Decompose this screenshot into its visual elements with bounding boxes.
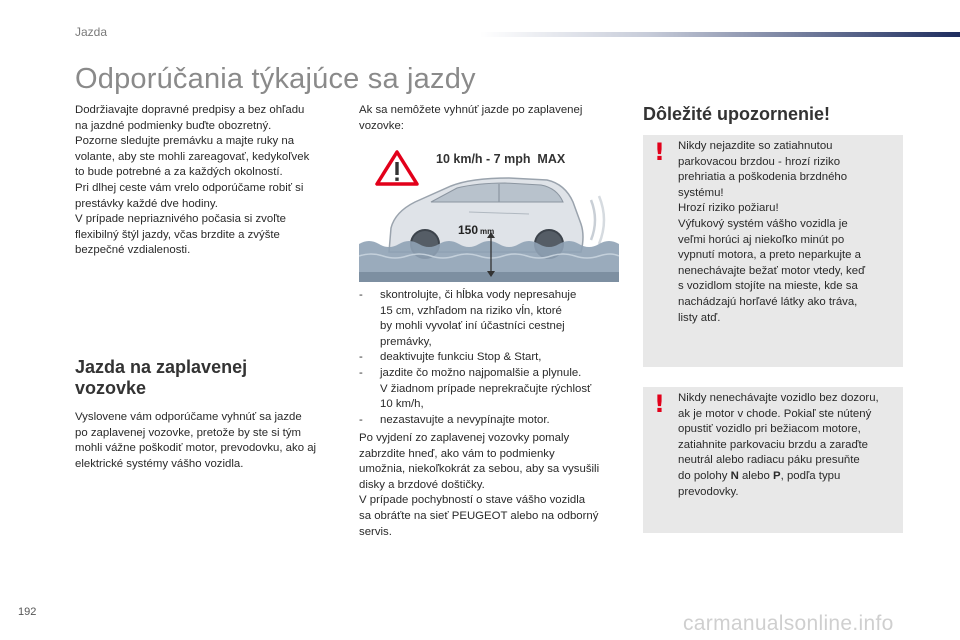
- text-line: Ak sa nemôžete vyhnúť jazde po zaplavenej: [359, 104, 583, 116]
- text-line: po zaplavenej vozovke, pretože by ste si tým: [75, 426, 302, 439]
- bullet-dash: -: [359, 289, 363, 301]
- text-line: zabrzdite hneď, ako vám to podmienky: [359, 447, 555, 460]
- bullet-dash: -: [359, 351, 363, 364]
- text-line: servis.: [359, 525, 392, 538]
- text-line: nachádzajú horľavé látky ako tráva,: [678, 295, 858, 308]
- warning-note-parking-brake-text: [678, 139, 865, 326]
- gear-p: P: [773, 469, 781, 482]
- text-line: vozovke:: [359, 119, 404, 132]
- text-line: prehriatia a poškodenia brzdného: [678, 171, 848, 184]
- flood-intro-paragraph: [359, 103, 582, 134]
- bullet-line: [359, 288, 591, 304]
- bullet-line: by mohli vyvolať iní účastníci cestnej: [380, 320, 565, 333]
- text-line: Nikdy nenechávajte vozidlo bez dozoru,: [678, 392, 879, 404]
- warning-note-parking-brake: [643, 135, 903, 367]
- header-bar: [480, 32, 960, 37]
- text-line: systému!: [678, 186, 724, 199]
- text-line: Výfukový systém vášho vozidla je: [678, 217, 848, 230]
- flooded-road-paragraph: [75, 410, 316, 472]
- text-line: Hrozí riziko požiaru!: [678, 202, 779, 215]
- watermark: carmanualsonline.info: [683, 612, 894, 635]
- depth-unit: mm: [480, 227, 495, 236]
- text-line: Pri dlhej ceste vám vrelo odporúčame robiť si: [75, 181, 304, 194]
- flooded-car-illustration: [359, 140, 619, 282]
- page-title: Odporúčania týkajúce sa jazdy: [75, 63, 476, 95]
- text-line: sa obráťte na sieť PEUGEOT alebo na odborný: [359, 509, 599, 522]
- text-line: vypnutí motora, a preto neparkujte a: [678, 249, 861, 262]
- text-line: V prípade pochybností o stave vášho vozidla: [359, 494, 586, 507]
- warnings-heading: Dôležité upozornenie!: [643, 104, 831, 124]
- text-line: Dodržiavajte dopravné predpisy a bez ohľadu: [75, 104, 305, 116]
- bullet-line: premávky,: [380, 335, 432, 348]
- warning-note-unattended-text: [678, 391, 879, 500]
- bullet-text: jazdite čo možno najpomalšie a plynule.: [380, 366, 582, 379]
- text-line: Po vyjdení zo zaplavenej vozovky pomaly: [359, 432, 570, 444]
- text-line: Vyslovene vám odporúčame vyhnúť sa jazde: [75, 411, 302, 423]
- text-line: na jazdné podmienky buďte obozretný.: [75, 119, 272, 132]
- text-line: opustiť vozidlo pri bežiacom motore,: [678, 423, 861, 436]
- warning-note-unattended: [643, 387, 903, 533]
- text-line: listy atď.: [678, 311, 721, 324]
- text-line: prevodovky.: [678, 485, 739, 498]
- speed-limit-label: 10 km/h - 7 mph MAX: [436, 152, 566, 166]
- text-line: Pozorne sledujte premávku a majte ruky na: [75, 135, 295, 148]
- text-line: volante, aby ste mohli zareagovať, kedykoľvek: [75, 150, 310, 163]
- bullet-line: [359, 366, 591, 382]
- bullet-text: skontrolujte, či hĺbka vody nepresahuje: [380, 289, 577, 301]
- text-line: neutrál alebo radiacu páku presuňte: [678, 454, 860, 467]
- text-line: flexibilný štýl jazdy, včas brzdite a zvýšte: [75, 228, 280, 241]
- intro-paragraph: [75, 103, 309, 259]
- text-line: zatiahnite parkovaciu brzdu a zaraďte: [678, 438, 868, 451]
- page-number: 192: [18, 606, 37, 618]
- text-line: disky a brzdové doštičky.: [359, 478, 485, 491]
- bullet-line: [359, 413, 591, 429]
- text-line: veľmi horúci aj niekoľko minút po: [678, 233, 845, 246]
- text-line: umožnia, niekoľkokrát za sebou, aby sa vysušili: [359, 463, 600, 476]
- text-line: s vozidlom stojíte na mieste, kde sa: [678, 280, 858, 293]
- depth-value: 150: [457, 223, 478, 237]
- bullet-text: nezastavujte a nevypínajte motor.: [380, 413, 550, 426]
- water-level: [359, 241, 619, 282]
- bullet-line: 15 cm, vzhľadom na riziko vĺn, ktoré: [380, 304, 562, 317]
- text-line: nenechávajte bežať motor vtedy, keď: [678, 264, 866, 277]
- bullet-dash: -: [359, 413, 363, 426]
- text-line: bezpečné vzdialenosti.: [75, 244, 191, 257]
- text-line: elektrické systémy vášho vozidla.: [75, 457, 244, 470]
- heading-line: Jazda na zaplavenej: [75, 357, 248, 377]
- warning-mark-icon: !: [654, 138, 665, 166]
- flood-checklist: [359, 288, 591, 428]
- text-line: V prípade nepriaznivého počasia si zvoľte: [75, 213, 287, 226]
- bullet-text: deaktivujte funkciu Stop & Start,: [380, 351, 542, 364]
- bullet-line: [359, 350, 591, 366]
- bullet-dash: -: [359, 366, 363, 379]
- gear-n: N: [730, 469, 739, 482]
- text-line: parkovacou brzdou - hrozí riziko: [678, 155, 841, 168]
- flooded-road-heading: [75, 357, 247, 399]
- flood-outro-paragraph: [359, 431, 599, 540]
- heading-line: vozovke: [75, 378, 147, 398]
- text-line: prestávky každé dve hodiny.: [75, 197, 218, 210]
- warning-mark-icon: !: [654, 390, 665, 418]
- text-line: mohli vážne poškodiť motor, prevodovku, ako aj: [75, 442, 317, 455]
- bullet-line: V žiadnom prípade neprekračujte rýchlosť: [380, 382, 592, 395]
- text-line: Nikdy nejazdite so zatiahnutou: [678, 140, 833, 152]
- section-label: Jazda: [75, 25, 108, 39]
- bullet-line: 10 km/h,: [380, 398, 424, 411]
- text-line: ak je motor v chode. Pokiaľ ste nútený: [678, 407, 872, 420]
- text-line: to bude potrebné a za každých okolností.: [75, 166, 283, 179]
- gear-position-line: do polohy N alebo P, podľa typu: [678, 469, 841, 482]
